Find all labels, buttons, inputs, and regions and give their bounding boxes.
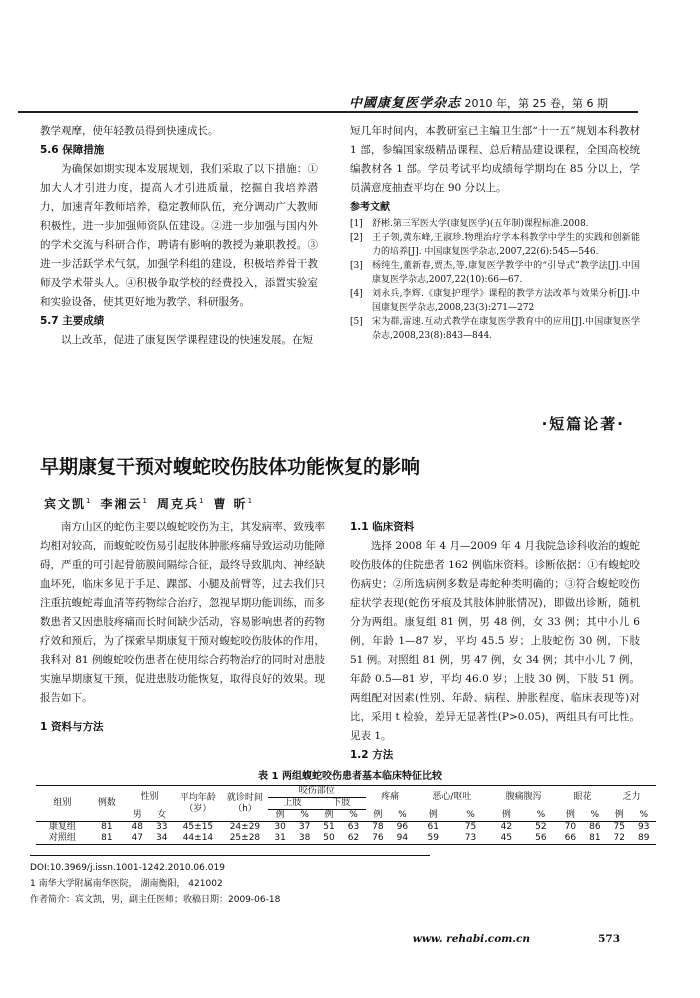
right-column-body [350,518,640,765]
section-label: ·短篇论著· [541,415,625,433]
footnote-rule [30,855,430,856]
col-n: 例 [324,810,334,820]
reference-number: [2] [350,233,363,243]
section-heading: 1.1 临床资料 [350,521,415,533]
author-affiliation-mark: 1 [198,497,206,505]
table-cell: 康复组 [48,822,76,832]
left-column-top [40,122,318,350]
reference-text: 杨纯生,董新春,贾杰,等.康复医学教学中的“引导式”教学法[J].中国康复医学杂志,2007,22(10):66—67. [372,261,640,285]
paragraph: 短几年时间内，本教研室已主编卫生部“十一五”规划本科教材 1 部，参编国家级精品课程、总后精品建设课程，全国高校统编教材各 1 部。学员考试平均成绩每学期均在 85 分以上，学员满意度抽查平均在 90 分以上。 [350,125,640,194]
table-cell: 45 [500,833,513,843]
table-cell: 38 [298,833,311,843]
header-rule [18,111,638,113]
author-name: 周克兵 [156,497,199,511]
author-affiliation-mark: 1 [247,497,255,505]
table-cell: 44±14 [182,833,214,843]
table-cell: 73 [464,833,477,843]
table-cell: 33 [155,822,168,832]
reference-text: 舒彬.第三军医大学(康复医学)(五年制)课程标准.2008. [372,219,589,229]
table-cell: 56 [535,833,547,843]
table-cell: 81 [589,833,601,843]
paragraph: 以上改革，促进了康复医学课程建设的快速发展。在短 [61,334,313,346]
table-cell: 45±15 [182,822,214,832]
table-cell: 31 [274,833,286,843]
col-female: 女 [157,809,167,820]
reference-item [350,259,640,287]
reference-item [350,287,640,315]
table-cell: 81 [101,822,113,832]
col-pct: % [639,809,649,820]
paragraph: 教学观摩，使年轻教员得到快速成长。 [40,125,219,137]
author-name: 曹 昕 [213,497,248,511]
col-pct: % [466,809,475,820]
affiliation: 1 南华大学附属南华医院， 湖南衡阳， 421002 [30,879,223,889]
col-male: 男 [132,809,142,820]
col-pain: 疼痛 [381,792,400,803]
col-site: 咬伤部位 [268,786,366,798]
table-cell: 86 [589,822,601,832]
table-cell: 50 [323,833,335,843]
table-cell: 63 [347,822,360,832]
table-cell: 51 [323,822,335,832]
reference-item [350,315,640,343]
table-cell: 24±29 [229,822,261,832]
paragraph: 南方山区的蛇伤主要以蝮蛇咬伤为主，其发病率、致残率均相对较高，而蝮蛇咬伤易引起肢体肿胀疼痛导致运动功能障碍，严重的可引起骨筋膜间隔综合征，最终导致肌肉、神经缺血坏死，临床多见于手足、踝部、小腿及前臂等，过去我们只注重抗蝮蛇毒血清等药物综合治疗，忽视早期功能训练，而多数患者又因患肢疼痛而长时间缺少活动，容易影响患者的药物疗效和预后，为了探索早期康复干预对蝮蛇咬伤肢体的作用，我科对 81 例蝮蛇咬伤患者在使用综合药物治疗的同时对患肢实施早期康复干预，促进患肢功能恢复，取得良好的效果。现报告如下。 [40,521,325,704]
reference-item [350,231,640,259]
table-cell: 75 [464,822,477,832]
page-number: 573 [598,933,620,945]
col-cases: 例数 [97,798,116,808]
col-eye: 眼花 [573,792,592,803]
table-cell: 59 [427,833,439,843]
table-cell: 25±28 [229,833,261,843]
author-info: 作者简介：宾文凯，男，副主任医师；收稿日期：2009-06-18 [30,895,281,905]
table-cell: 61 [427,822,439,832]
table-cell: 93 [638,822,650,832]
right-column-top [350,122,640,343]
section-heading: 1 资料与方法 [40,721,104,733]
col-fatigue: 乏力 [622,792,641,803]
author-affiliation-mark: 1 [142,497,149,505]
reference-text: 王子领,黄东峰,王淑珍.物理治疗学本科教学中学生的实践和创新能力的培养[J]. 中国康复医学杂志,2007,22(6):545—546. [372,233,640,257]
reference-number: [3] [350,261,363,271]
author-list [44,495,262,512]
paragraph: 为确保如期实现本发展规划，我们采取了以下措施：①加大人才引进力度，提高人才引进质量，挖掘自我培养潜力，加速青年教师培养，稳定教师队伍，充分调动广大教师积极性，进一步加强师资队伍建设。②进一步加强与国内外的学术交流与科研合作，聘请有影响的教授为兼职教授。③进一步活跃学术气氛，加强学科组的建设，积极培养骨干教师及学术带头人。④积极争取学校的经费投入，添置实验室和实验设备，使其更好地为教学、科研服务。 [40,163,318,308]
col-upper: 上肢 [268,798,317,810]
references-heading: 参考文献 [350,202,390,213]
table-cell: 75 [613,822,625,832]
section-heading: 5.6 保障措施 [40,144,105,156]
table-cell: 81 [101,833,113,843]
journal-header [349,92,608,111]
col-pct: % [536,809,546,820]
table-cell: 94 [396,833,409,843]
col-pct: % [398,809,407,820]
table-cell: 66 [564,833,577,843]
table-cell: 76 [372,833,384,843]
col-abdominal: 腹痛腹泻 [505,792,542,803]
table-row [36,822,656,834]
table-cell: 89 [638,833,650,843]
table-cell: 96 [396,822,409,832]
table-cell: 72 [613,833,625,843]
col-group: 组别 [53,798,72,808]
table-cell: 48 [131,822,143,832]
col-pct: % [300,810,309,820]
col-n: 例 [428,809,438,820]
col-n: 例 [373,809,383,820]
journal-issue: 2010 年，第 25 卷，第 6 期 [464,97,608,110]
doi: DOI:10.3969/j.issn.1001-1242.2010.06.019 [30,863,225,873]
col-age: 平均年龄（岁） [179,792,216,814]
table-cell: 30 [274,822,286,832]
col-sex: 性别 [140,792,159,803]
table-cell: 62 [347,833,360,843]
author-name: 李湘云 [100,497,143,511]
table-cell: 对照组 [48,833,76,843]
section-heading: 1.2 方法 [350,749,394,761]
reference-item [350,217,640,231]
table-cell: 52 [535,822,547,832]
reference-text: 刘永兵,李辉.《康复护理学》课程的教学方法改革与效果分析[J].中国康复医学杂志,2008,23(3):271—272 [372,289,640,313]
left-column-body [40,518,325,737]
reference-text: 宋为群,雷速.互动式教学在康复医学教育中的应用[J].中国康复医学杂志,2008,23(8):843—844. [372,317,640,341]
table-cell: 34 [155,833,168,843]
table-cell: 70 [564,822,577,832]
clinical-table [36,785,656,845]
article-title: 早期康复干预对蝮蛇咬伤肢体功能恢复的影响 [40,456,421,478]
table-cell: 42 [500,822,513,832]
reference-number: [4] [350,289,363,299]
table-row [36,833,656,845]
col-lower: 下肢 [317,798,366,810]
col-n: 例 [565,809,575,820]
col-time: 就诊时间（h） [226,792,263,814]
references-list [350,217,640,343]
section-heading: 5.7 主要成绩 [40,315,105,327]
table-cell: 78 [372,822,384,832]
table-caption: 表 1 两组蝮蛇咬伤患者基本临床特征比较 [258,771,442,782]
col-n: 例 [501,809,511,820]
website: www. rehabi.com.cn [412,933,530,945]
col-n: 例 [614,809,624,820]
author-name: 宾文凯 [44,497,87,511]
table-cell: 47 [131,833,143,843]
author-affiliation-mark: 1 [86,497,93,505]
col-n: 例 [275,810,285,820]
journal-name: 中國康复医学杂志 [349,96,462,111]
col-nausea: 恶心/呕吐 [432,792,472,803]
reference-number: [5] [350,317,363,327]
col-pct: % [590,809,600,820]
paragraph: 选择 2008 年 4 月—2009 年 4 月我院急诊科收治的蝮蛇咬伤肢体的住院患者 162 例临床资料。诊断依据：①有蝮蛇咬伤病史；②所选病例多数是毒蛇种类明确的；③符合蝮蛇咬伤症状学表现(蛇伤牙痕及其肢体肿胀情况)，即做出诊断，随机分为两组。康复组 81 例，男 48 例，女 33 例；其中小儿 6 例，年龄 1—87 岁，平均 45.5 岁；上肢蛇伤 30 例，下肢 51 例。对照组 81 例，男 47 例，女 34 例；其中小儿 7 例，年龄 0.5—81 岁，平均 46.0 岁；上肢 30 例，下肢 51 例。两组配对因素(性别、年龄、病程、肿胀程度、临床表现等)对比，采用 t 检验，差异无显著性(P>0.05)，两组具有可比性。见表 1。 [350,540,640,742]
reference-number: [1] [350,219,363,229]
table-cell: 37 [298,822,311,832]
col-pct: % [349,810,358,820]
